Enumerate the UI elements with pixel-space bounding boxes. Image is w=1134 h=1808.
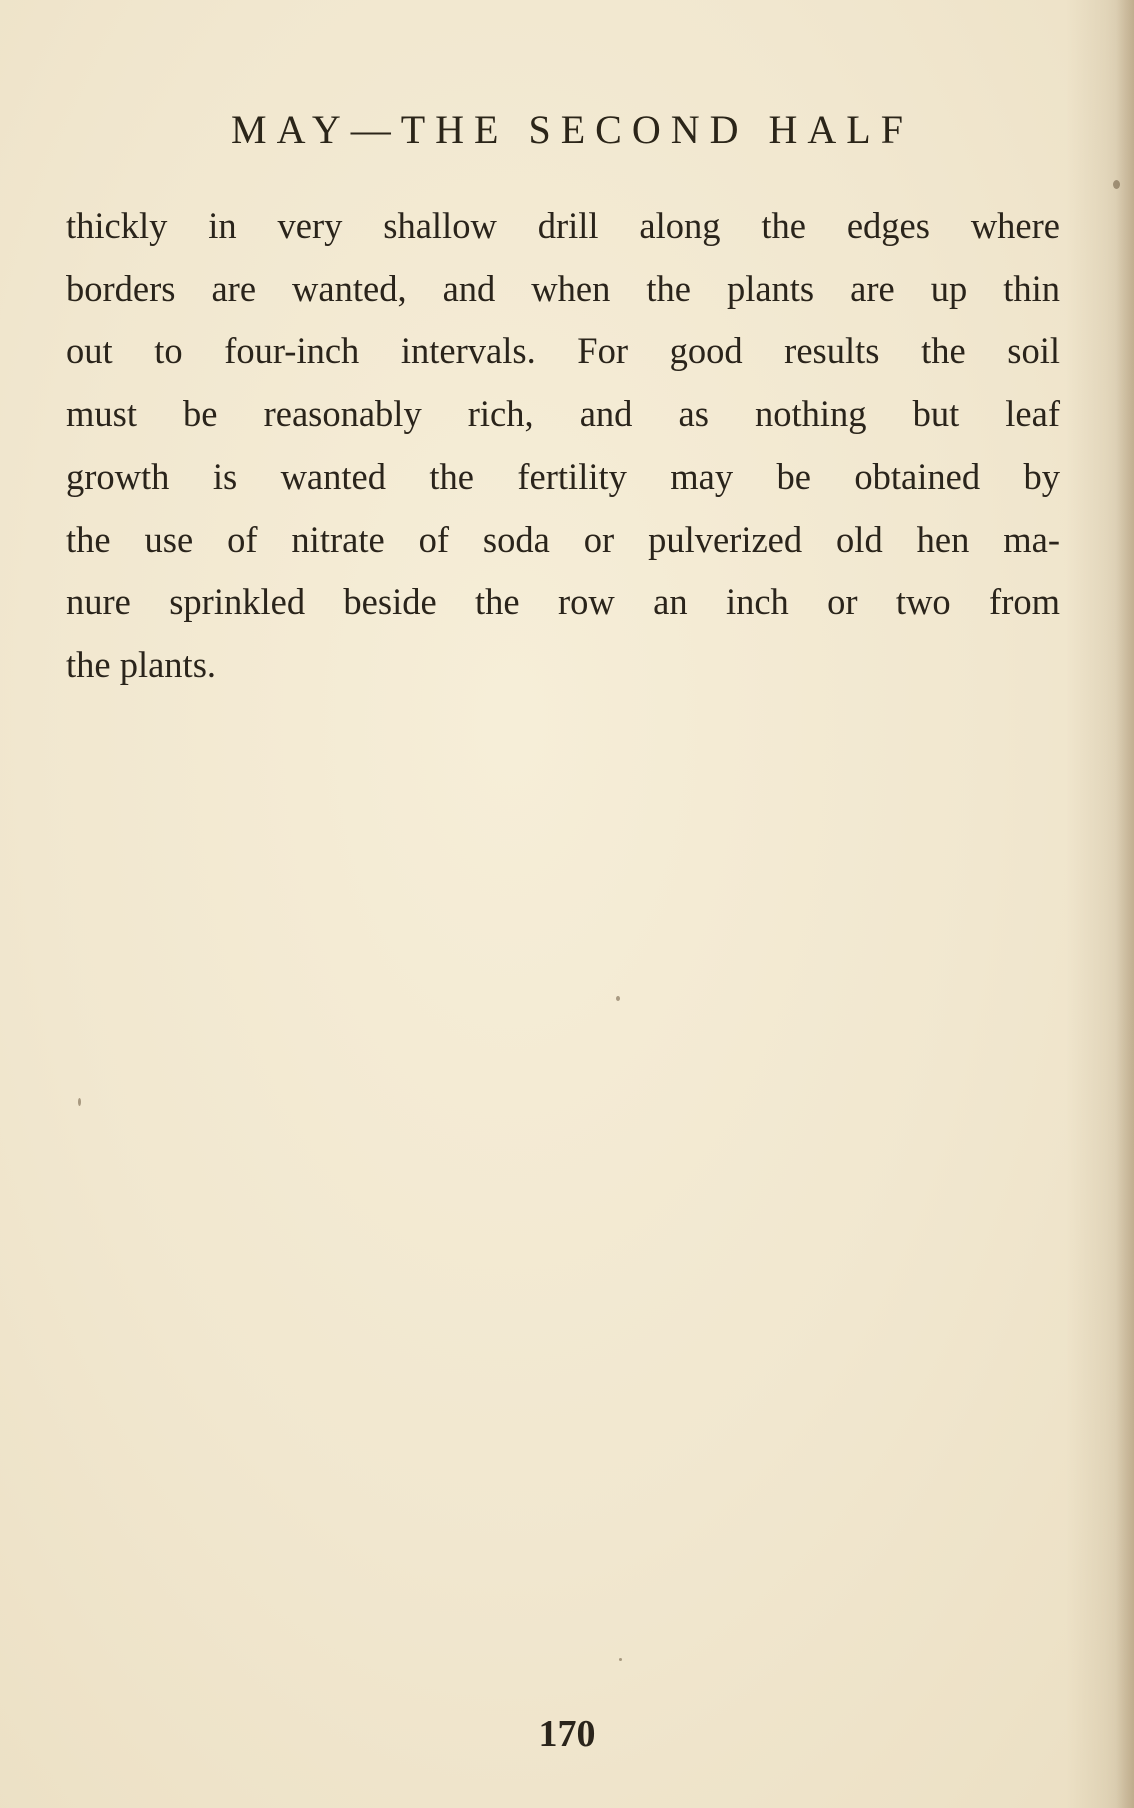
running-head: MAY—THE SECOND HALF	[231, 107, 913, 152]
text-line: must be reasonably rich, and as nothing but leaf	[66, 393, 1060, 435]
text-line: thickly in very shallow drill along the edges where	[66, 205, 1060, 246]
text-line: nure sprinkled beside the row an inch or two from	[66, 581, 1060, 623]
page-number: 170	[538, 1713, 596, 1755]
text-line: growth is wanted the fertility may be obtained by	[66, 455, 1060, 497]
body-paragraph	[66, 195, 1066, 697]
paper-speck	[619, 1658, 622, 1661]
text-line: out to four-inch intervals. For good results the soil	[66, 330, 1060, 372]
paper-speck	[616, 996, 620, 1001]
text-line: borders are wanted, and when the plants are up thin	[66, 267, 1060, 309]
page-edge-shadow	[1116, 0, 1134, 1808]
paper-speck	[1113, 180, 1120, 189]
text-line: the use of nitrate of soda or pulverized old hen ma-	[66, 518, 1060, 560]
text-line: the plants.	[66, 643, 217, 685]
paper-speck	[78, 1098, 81, 1106]
